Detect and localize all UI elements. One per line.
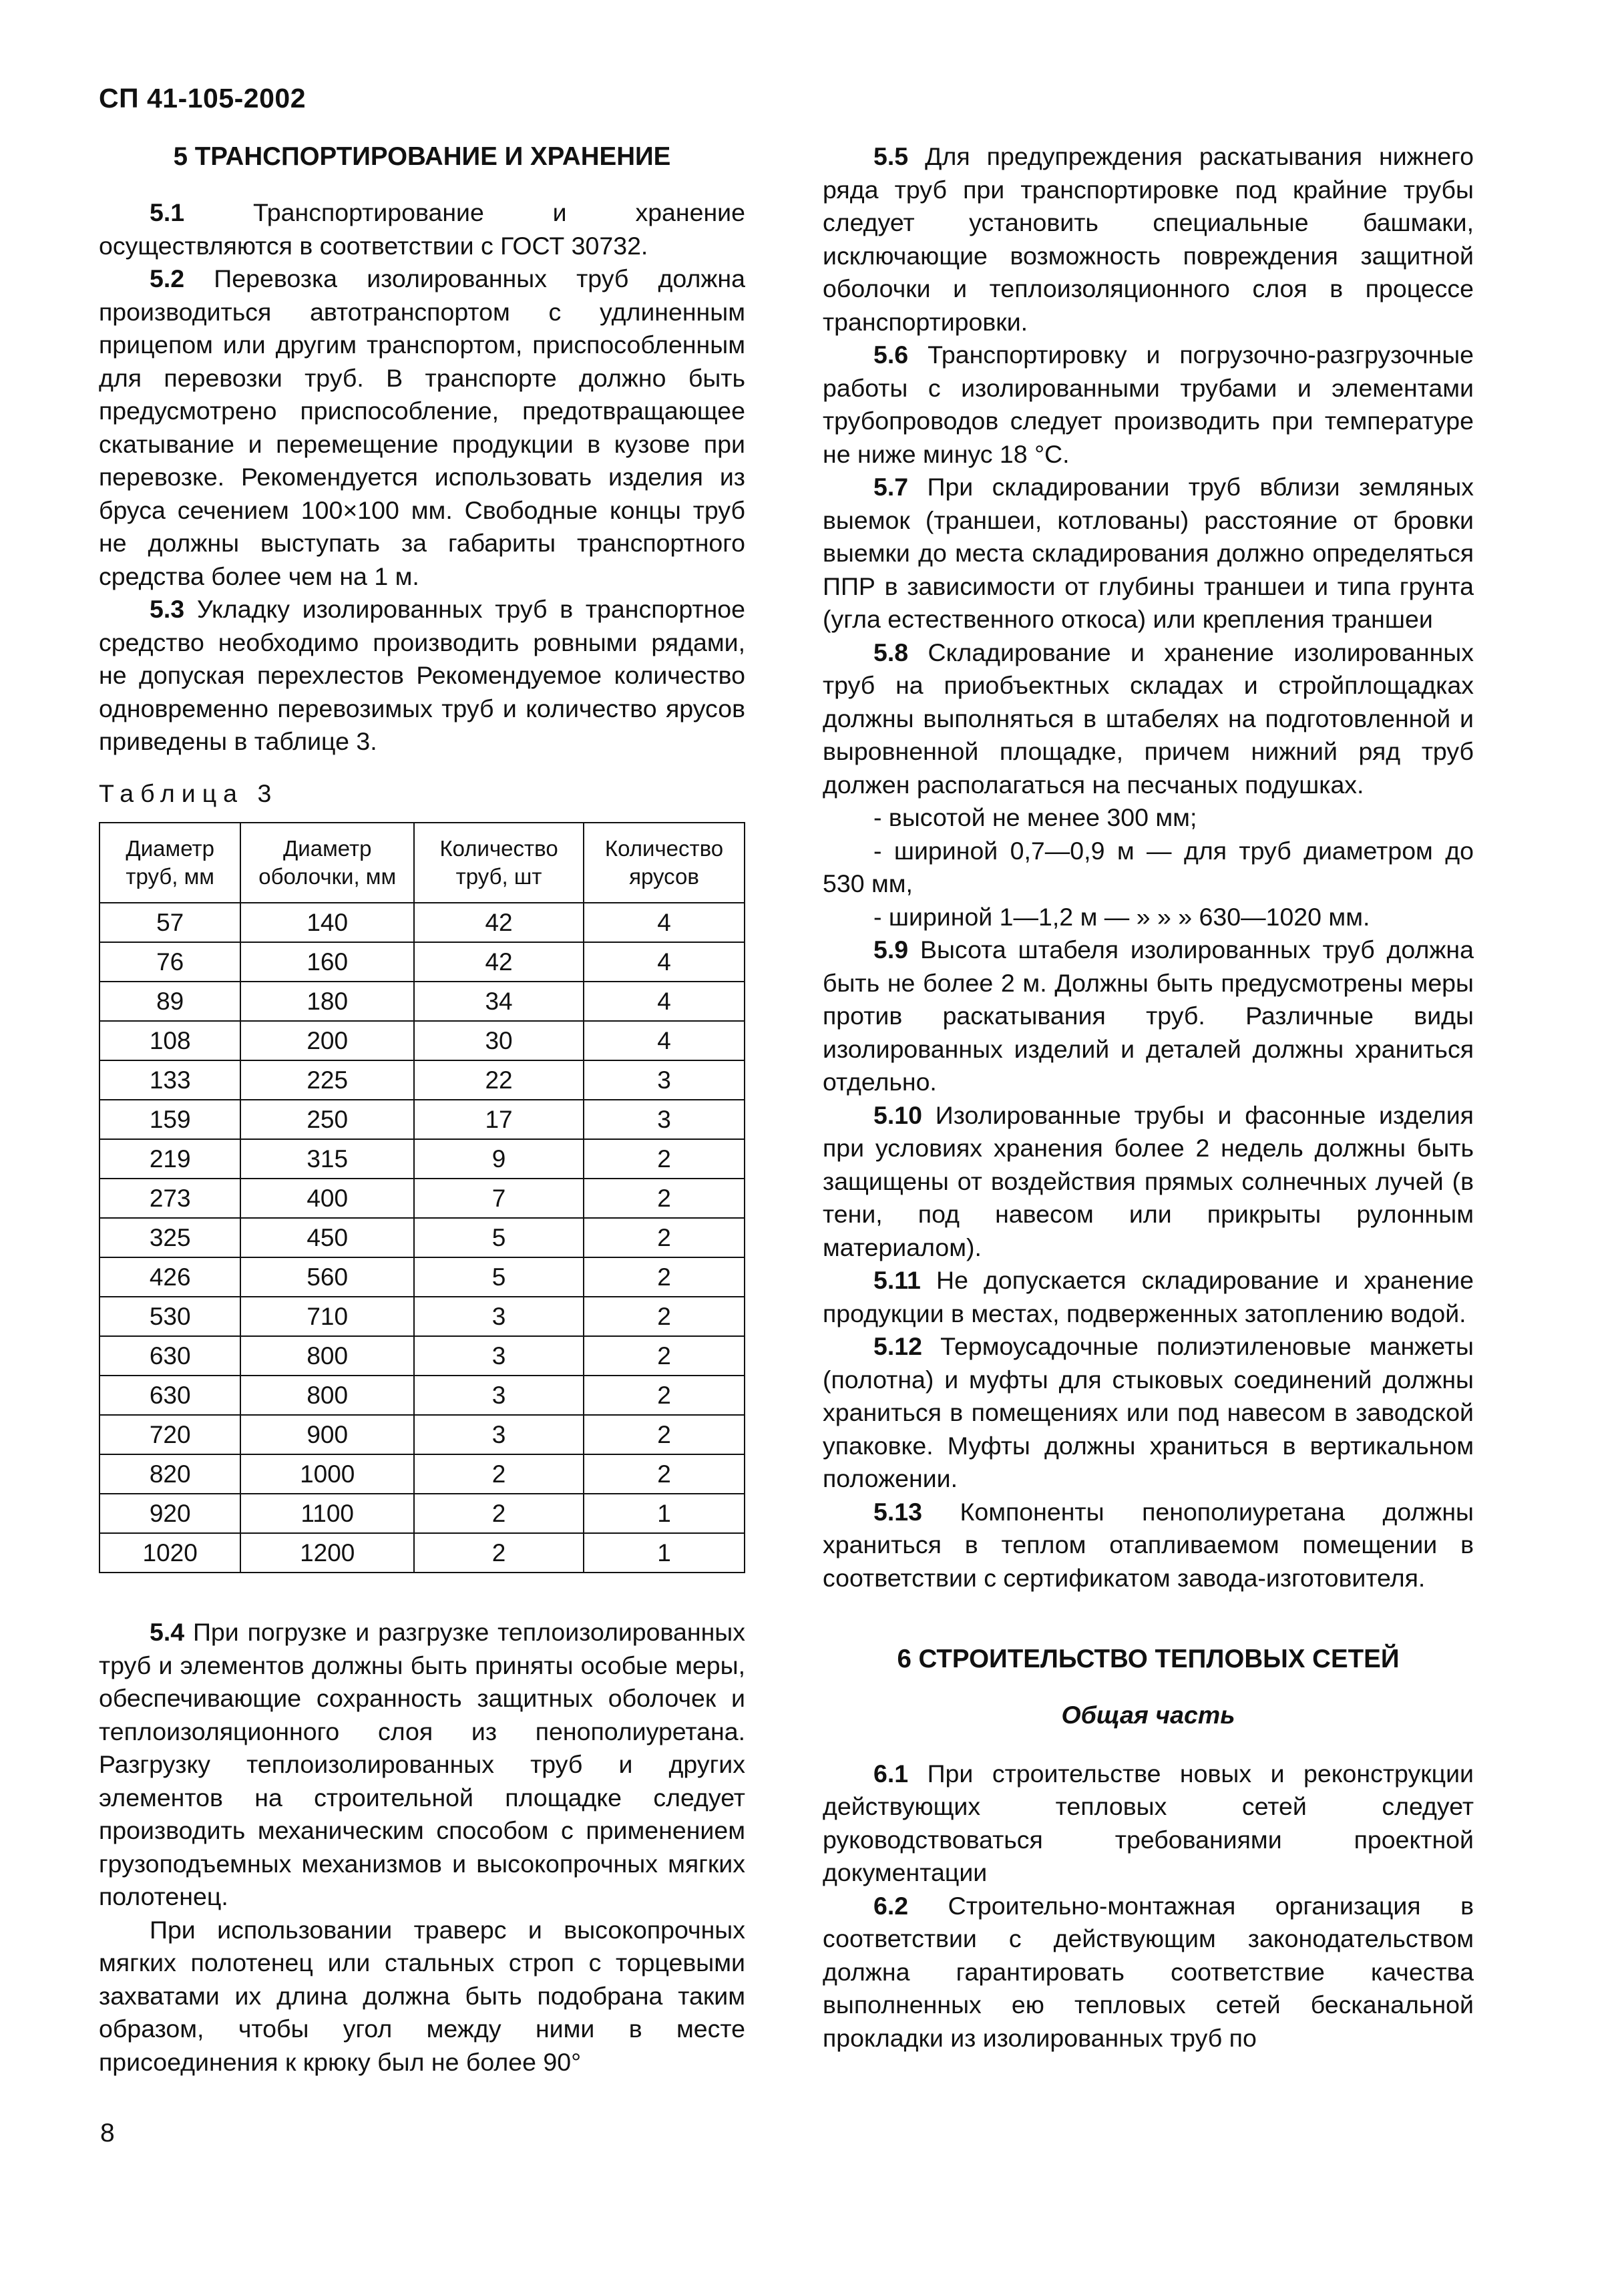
table-cell: 2 bbox=[414, 1494, 584, 1533]
table-row bbox=[99, 1494, 745, 1533]
paragraph-5-4-continued: При использовании траверс и высокопрочных мягких полотенец или стальных строп с торцевыми захватами их длина должна быть подобрана таким образом, чтобы угол между ними в месте присоединения к крюку был не более 90° bbox=[99, 1915, 745, 2076]
paragraph-5-3 bbox=[99, 593, 745, 759]
table-cell: 800 bbox=[240, 1376, 414, 1415]
table-row bbox=[99, 1336, 745, 1376]
clause-number: 5.7 bbox=[873, 473, 909, 501]
clause-number: 5.9 bbox=[873, 936, 909, 964]
table-row bbox=[99, 1415, 745, 1454]
table-cell: 17 bbox=[414, 1100, 584, 1139]
table-row bbox=[99, 1376, 745, 1415]
table-cell: 3 bbox=[414, 1376, 584, 1415]
section-5-title: 5 ТРАНСПОРТИРОВАНИЕ И ХРАНЕНИЕ bbox=[173, 142, 671, 171]
table-cell: 273 bbox=[99, 1179, 240, 1218]
table-row bbox=[99, 1060, 745, 1100]
clause-number: 6.1 bbox=[873, 1759, 909, 1788]
paragraph-5-9 bbox=[823, 934, 1474, 1099]
paragraph-5-8 bbox=[823, 636, 1474, 802]
table-cell: 2 bbox=[414, 1533, 584, 1573]
table-row bbox=[99, 1454, 745, 1494]
table-cell: 4 bbox=[584, 903, 745, 942]
paragraph-text: Компоненты пенополиуретана должны храниться в теплом отапливаемом помещении в соответствии с сертификатом завода-изготовителя. bbox=[823, 1497, 1474, 1592]
table-row bbox=[99, 982, 745, 1021]
table-cell: 2 bbox=[584, 1336, 745, 1376]
paragraph-5-13 bbox=[823, 1496, 1474, 1595]
table-cell: 800 bbox=[240, 1336, 414, 1376]
table-body bbox=[99, 903, 745, 1573]
clause-number: 5.4 bbox=[150, 1618, 185, 1646]
paragraph-text: Термоусадочные полиэтиленовые манжеты (полотна) и муфты для стыковых соединений должны храниться в помещениях или под навесом в заводской упаковке. Муфты должны храниться в вертикальном положении. bbox=[823, 1332, 1474, 1492]
clause-number: 5.12 bbox=[873, 1332, 922, 1360]
clause-number: 5.10 bbox=[873, 1100, 922, 1129]
list-item-width-530: - шириной 0,7—0,9 м — для труб диаметром до 530 мм, bbox=[823, 836, 1474, 897]
table-cell: 1000 bbox=[240, 1454, 414, 1494]
table-cell: 2 bbox=[584, 1257, 745, 1297]
clause-number: 5.2 bbox=[150, 264, 185, 292]
table-cell: 57 bbox=[99, 903, 240, 942]
table-cell: 160 bbox=[240, 942, 414, 982]
table-cell: 200 bbox=[240, 1021, 414, 1060]
table-cell: 225 bbox=[240, 1060, 414, 1100]
table-cell: 5 bbox=[414, 1257, 584, 1297]
table-cell: 1 bbox=[584, 1494, 745, 1533]
paragraph-6-1 bbox=[823, 1757, 1474, 1890]
table-cell: 820 bbox=[99, 1454, 240, 1494]
paragraph-5-4 bbox=[99, 1616, 745, 1914]
table-header-row bbox=[99, 823, 745, 903]
paragraph-text: При складировании труб вблизи земляных выемок (траншеи, котлованы) расстояние от бровки выемки до места складирования должно определяться ППР в зависимости от глубины траншеи и типа грунта (угла естественного откоса) или крепления траншеи bbox=[823, 473, 1474, 633]
table-cell: 3 bbox=[414, 1297, 584, 1336]
table-cell: 4 bbox=[584, 942, 745, 982]
table-row bbox=[99, 1257, 745, 1297]
subsection-heading: Общая часть bbox=[1061, 1701, 1235, 1729]
paragraph-text: Укладку изолированных труб в транспортное средство необходимо производить ровными рядами, не допуская перехлестов Рекомендуемое количество одновременно перевозимых труб и количество ярусов приведены в таблице 3. bbox=[99, 595, 745, 755]
table-cell: 9 bbox=[414, 1139, 584, 1179]
clause-number: 6.2 bbox=[873, 1891, 909, 1920]
table-cell: 3 bbox=[414, 1415, 584, 1454]
list-item-height: - высотой не менее 300 мм; bbox=[873, 803, 1197, 831]
table-cell: 900 bbox=[240, 1415, 414, 1454]
table-cell: 3 bbox=[414, 1336, 584, 1376]
table-row bbox=[99, 1139, 745, 1179]
paragraph-text: Не допускается складирование и хранение продукции в местах, подверженных затоплению водой. bbox=[823, 1266, 1474, 1327]
table-cell: 530 bbox=[99, 1297, 240, 1336]
table-cell: 920 bbox=[99, 1494, 240, 1533]
clause-number: 5.3 bbox=[150, 595, 185, 623]
page-number: 8 bbox=[100, 2119, 115, 2147]
paragraph-text: Складирование и хранение изолированных труб на приобъектных складах и стройплощадках должны выполняться в штабелях на подготовленной и выровненной площадке, причем нижний ряд труб должен располагаться на песчаных подушках. bbox=[823, 638, 1474, 799]
table-cell: 560 bbox=[240, 1257, 414, 1297]
paragraph-5-5 bbox=[823, 140, 1474, 339]
paragraph-5-1 bbox=[99, 196, 745, 262]
document-code: СП 41-105-2002 bbox=[99, 83, 306, 114]
paragraph-text: Строительно-монтажная организация в соответствии с действующим законодательством должна гарантировать соответствие качества выполненных ею тепловых сетей бесканальной прокладки из изолированных труб по bbox=[823, 1891, 1474, 2052]
paragraph-text: Высота штабеля изолированных труб должна быть не более 2 м. Должны быть предусмотрены меры против раскатывания труб. Различные виды изолированных изделий и деталей должны храниться отдельно. bbox=[823, 936, 1474, 1096]
table-cell: 133 bbox=[99, 1060, 240, 1100]
clause-number: 5.11 bbox=[873, 1266, 921, 1294]
paragraph-text: Для предупреждения раскатывания нижнего ряда труб при транспортировке под крайние трубы следует установить специальные башмаки, исключающие возможность повреждения защитной оболочки и теплоизоляционного слоя в процессе транспортировки. bbox=[823, 142, 1474, 336]
table-cell: 219 bbox=[99, 1139, 240, 1179]
table-row bbox=[99, 942, 745, 982]
header-pipe-count: Количество труб, шт bbox=[414, 823, 584, 903]
table-cell: 2 bbox=[584, 1139, 745, 1179]
table-cell: 1020 bbox=[99, 1533, 240, 1573]
table-cell: 720 bbox=[99, 1415, 240, 1454]
clause-number: 5.1 bbox=[150, 198, 185, 226]
table-cell: 2 bbox=[584, 1297, 745, 1336]
clause-number: 5.13 bbox=[873, 1497, 922, 1526]
table-cell: 5 bbox=[414, 1218, 584, 1257]
table-cell: 2 bbox=[584, 1179, 745, 1218]
table-cell: 250 bbox=[240, 1100, 414, 1139]
table-cell: 3 bbox=[584, 1100, 745, 1139]
table-cell: 630 bbox=[99, 1336, 240, 1376]
right-column bbox=[823, 140, 1474, 2055]
table-cell: 7 bbox=[414, 1179, 584, 1218]
table-cell: 2 bbox=[584, 1415, 745, 1454]
paragraph-text: Изолированные трубы и фасонные изделия при условиях хранения более 2 недель должны быть защищены от воздействия прямых солнечных лучей (в тени, под навесом или прикрыты рулонным материалом). bbox=[823, 1100, 1474, 1261]
table-cell: 325 bbox=[99, 1218, 240, 1257]
table-3 bbox=[99, 822, 745, 1573]
clause-number: 5.5 bbox=[873, 142, 909, 170]
table-row bbox=[99, 903, 745, 942]
table-row bbox=[99, 1218, 745, 1257]
table-cell: 34 bbox=[414, 982, 584, 1021]
table-cell: 3 bbox=[584, 1060, 745, 1100]
paragraph-text: Перевозка изолированных труб должна производиться автотранспортом с удлиненным прицепом или другим транспортом, приспособленным для перевозки труб. В транспорте должно быть предусмотрено приспособление, предотвращающее скатывание и перемещение продукции в кузове при перевозке. Рекомендуется использовать изделия из бруса сечением 100×100 мм. Свободные концы труб не должны выступать за габариты транспортного средства более чем на 1 м. bbox=[99, 264, 745, 590]
table-cell: 450 bbox=[240, 1218, 414, 1257]
clause-number: 5.8 bbox=[873, 638, 909, 666]
table-cell: 2 bbox=[584, 1218, 745, 1257]
table-cell: 315 bbox=[240, 1139, 414, 1179]
table-cell: 1 bbox=[584, 1533, 745, 1573]
paragraph-6-2 bbox=[823, 1890, 1474, 2055]
section-6-title: 6 СТРОИТЕЛЬСТВО ТЕПЛОВЫХ СЕТЕЙ bbox=[897, 1645, 1400, 1673]
paragraph-text: Транспортирование и хранение осуществляются в соответствии с ГОСТ 30732. bbox=[99, 198, 745, 260]
table-cell: 2 bbox=[414, 1454, 584, 1494]
paragraph-5-6 bbox=[823, 339, 1474, 471]
table-cell: 400 bbox=[240, 1179, 414, 1218]
clause-number: 5.6 bbox=[873, 341, 909, 369]
table-cell: 1200 bbox=[240, 1533, 414, 1573]
table-cell: 2 bbox=[584, 1454, 745, 1494]
table-cell: 4 bbox=[584, 982, 745, 1021]
header-pipe-diameter: Диаметр труб, мм bbox=[99, 823, 240, 903]
paragraph-5-10 bbox=[823, 1099, 1474, 1265]
table-cell: 140 bbox=[240, 903, 414, 942]
header-tier-count: Количество ярусов bbox=[584, 823, 745, 903]
paragraph-text: При погрузке и разгрузке теплоизолированных труб и элементов должны быть приняты особые меры, обеспечивающие сохранность защитных оболочек и теплоизоляционного слоя из пенополиуретана. Разгрузку теплоизолированных труб и других элементов на строительной площадке следует производить механическим способом с применением грузоподъемных механизмов и высокопрочных мягких полотенец. bbox=[99, 1618, 745, 1910]
paragraph-5-11 bbox=[823, 1264, 1474, 1330]
table-cell: 108 bbox=[99, 1021, 240, 1060]
table-row bbox=[99, 1297, 745, 1336]
table-cell: 159 bbox=[99, 1100, 240, 1139]
list-item-width-1020: - шириной 1—1,2 м — » » » 630—1020 мм. bbox=[873, 902, 1370, 931]
table-cell: 89 bbox=[99, 982, 240, 1021]
paragraph-5-2 bbox=[99, 262, 745, 593]
table-cell: 2 bbox=[584, 1376, 745, 1415]
table-cell: 630 bbox=[99, 1376, 240, 1415]
table-row bbox=[99, 1100, 745, 1139]
table-cell: 22 bbox=[414, 1060, 584, 1100]
table-cell: 426 bbox=[99, 1257, 240, 1297]
paragraph-5-12 bbox=[823, 1330, 1474, 1496]
table-cell: 1100 bbox=[240, 1494, 414, 1533]
paragraph-text: При строительстве новых и реконструкции действующих тепловых сетей следует руководствоваться требованиями проектной документации bbox=[823, 1759, 1474, 1886]
left-column bbox=[99, 140, 745, 2079]
table-cell: 180 bbox=[240, 982, 414, 1021]
table-cell: 42 bbox=[414, 903, 584, 942]
table-cell: 4 bbox=[584, 1021, 745, 1060]
paragraph-text: Транспортировку и погрузочно-разгрузочные работы с изолированными трубами и элементами трубопроводов следует производить при температуре не ниже минус 18 °С. bbox=[823, 341, 1474, 468]
table-cell: 76 bbox=[99, 942, 240, 982]
table-cell: 30 bbox=[414, 1021, 584, 1060]
table-row bbox=[99, 1179, 745, 1218]
table-row bbox=[99, 1533, 745, 1573]
table-cell: 42 bbox=[414, 942, 584, 982]
header-shell-diameter: Диаметр оболочки, мм bbox=[240, 823, 414, 903]
table-caption: Таблица 3 bbox=[99, 779, 278, 807]
paragraph-5-7 bbox=[823, 471, 1474, 636]
table-row bbox=[99, 1021, 745, 1060]
table-cell: 710 bbox=[240, 1297, 414, 1336]
